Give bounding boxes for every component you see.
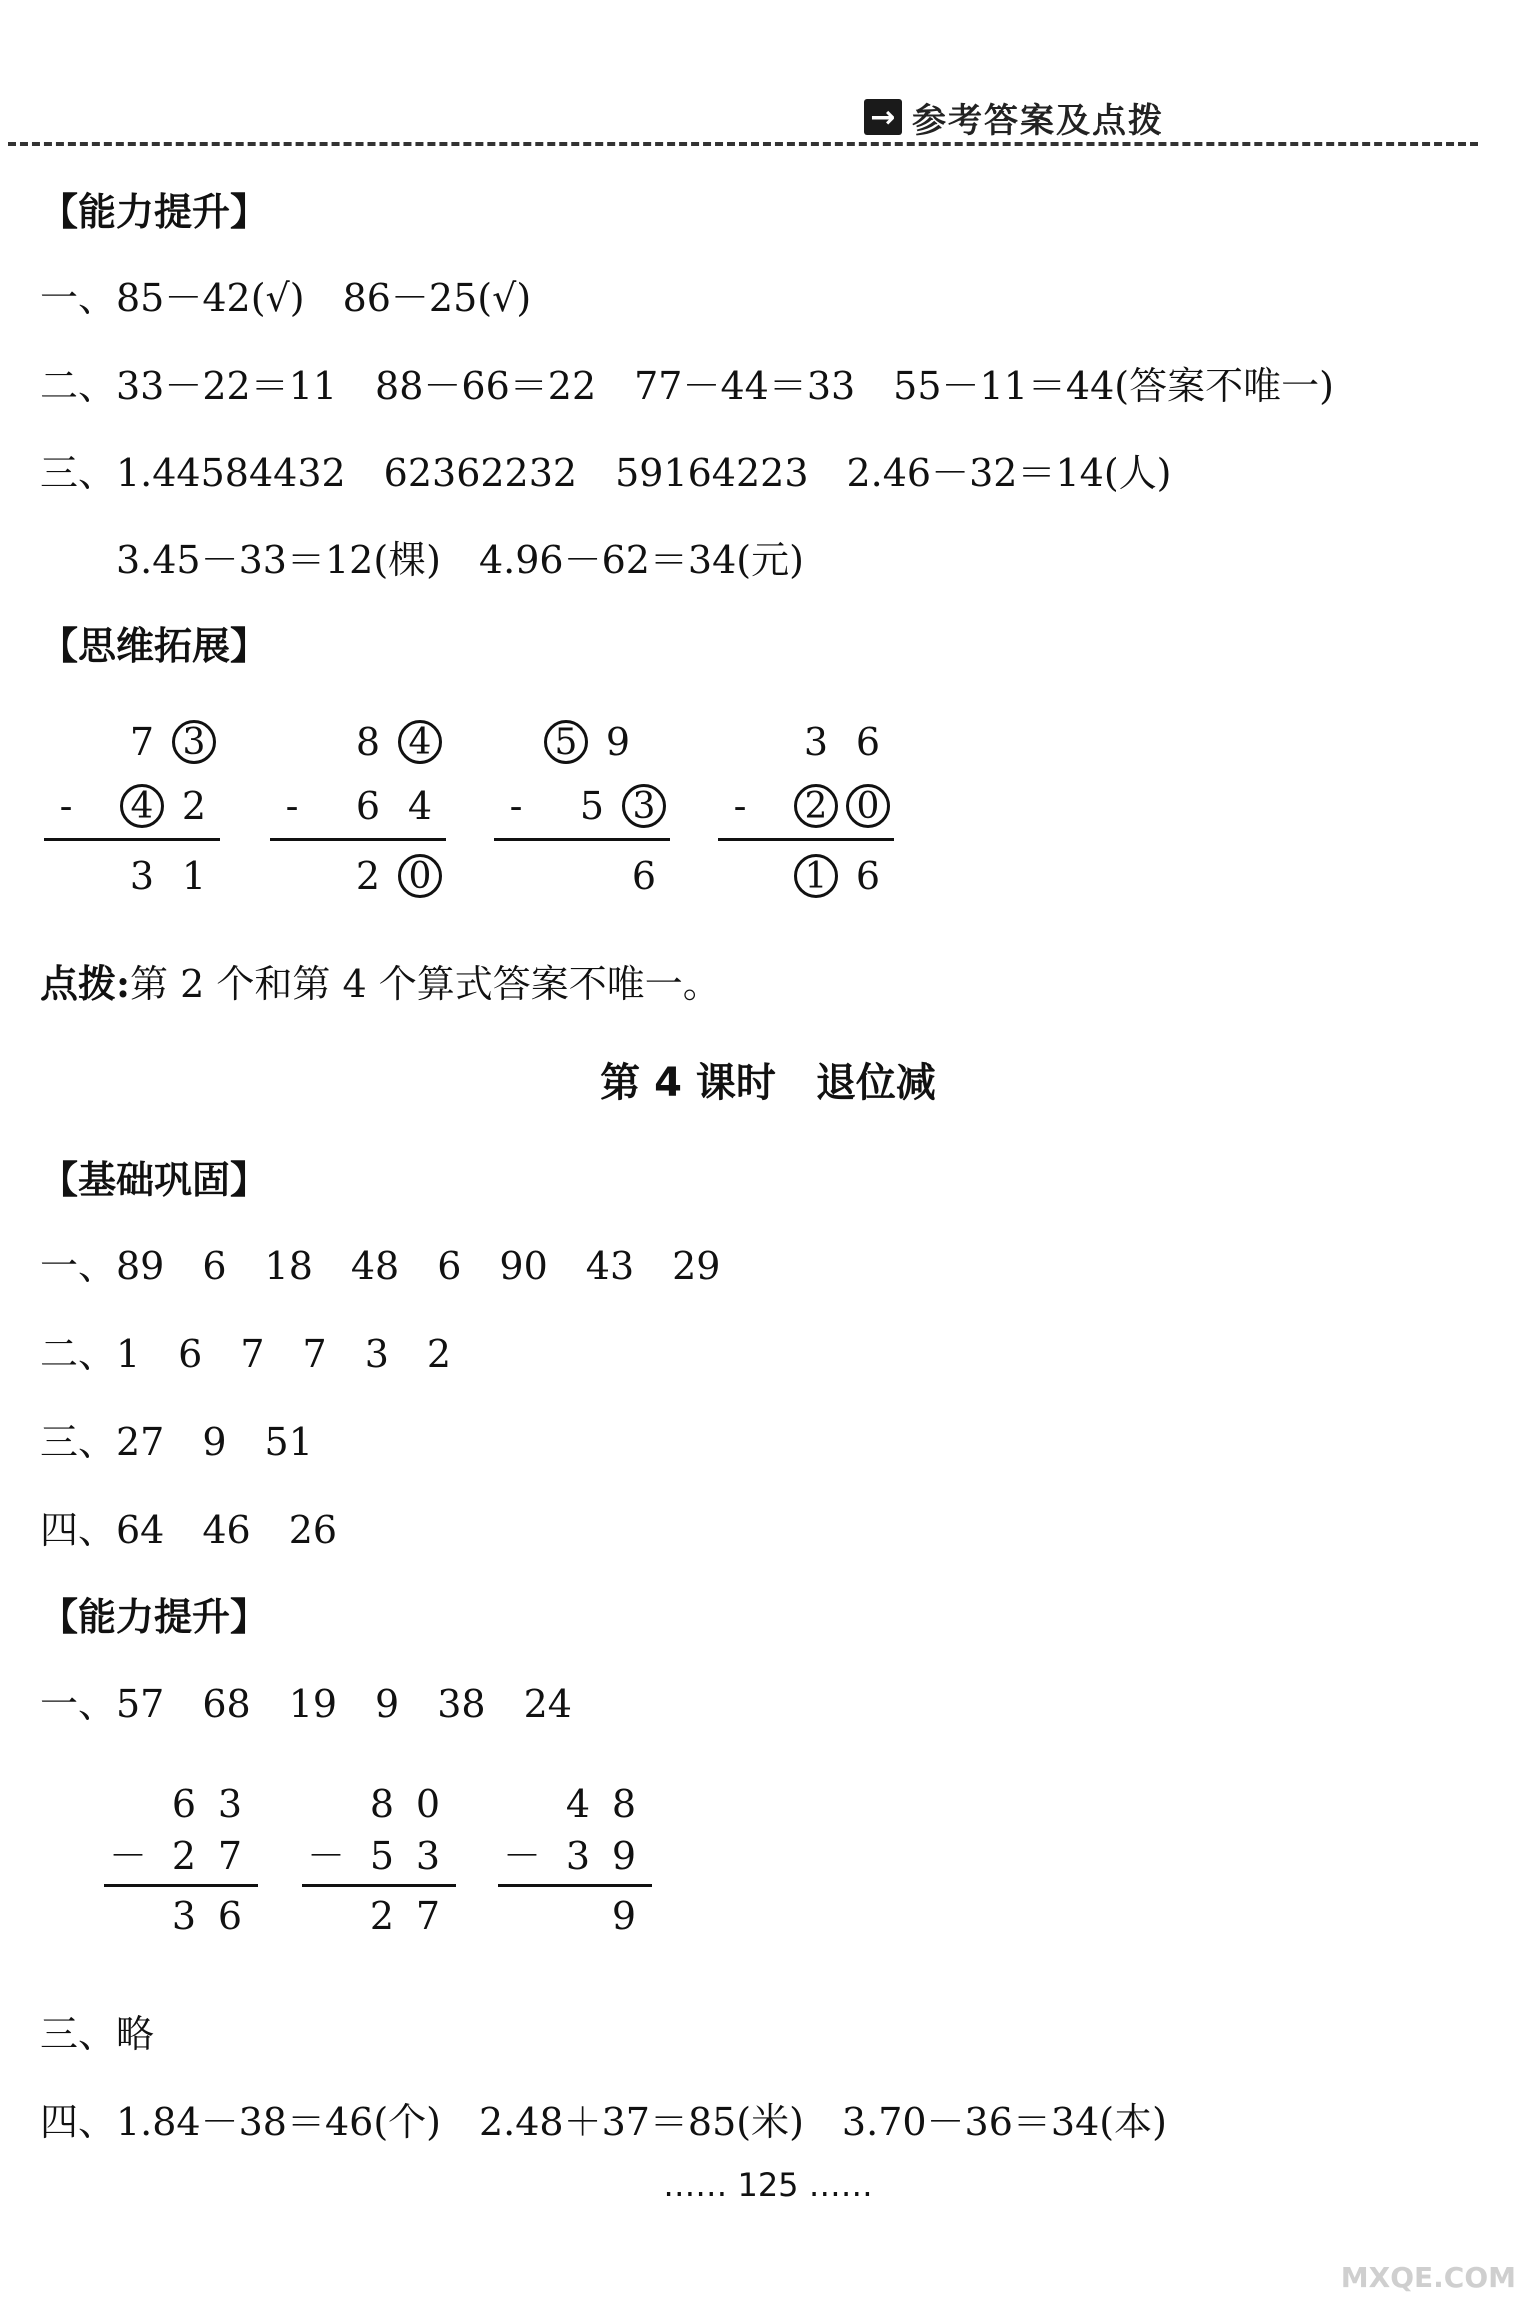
answer-line: 二、33－22＝11 88－66＝22 77－44＝33 55－11＝44(答案不唯一) xyxy=(40,364,1334,408)
circled-digit: 3 xyxy=(622,784,666,828)
page-number: …… 125 …… xyxy=(663,2166,873,2204)
watermark: MXQE.COM xyxy=(1340,2261,1516,2294)
header-badge xyxy=(864,94,1164,140)
digit: 9 xyxy=(605,720,631,764)
digit: 3 xyxy=(415,1834,441,1878)
minus-sign: - xyxy=(733,784,747,828)
lesson-title: 第 4 课时 退位减 xyxy=(600,1060,936,1106)
digit: 2 xyxy=(369,1894,395,1938)
digit xyxy=(570,854,614,898)
digit: 6 xyxy=(631,854,657,898)
minus-sign: － xyxy=(502,1834,541,1878)
section-heading-thinking: 【思维拓展】 xyxy=(40,624,269,668)
vertical-subtraction xyxy=(302,1782,462,1942)
digit: 2 xyxy=(181,784,207,828)
answer-line: 四、1.84－38＝46(个) 2.48＋37＝85(米) 3.70－36＝34(本) xyxy=(40,2100,1167,2144)
digit: 7 xyxy=(129,720,155,764)
circled-digit: 4 xyxy=(398,720,442,764)
header-title: 参考答案及点拨 xyxy=(912,100,1164,141)
minus-sign: - xyxy=(285,784,299,828)
digit: 9 xyxy=(611,1834,637,1878)
answer-line: 一、89 6 18 48 6 90 43 29 xyxy=(40,1244,721,1288)
calc-line xyxy=(104,1884,258,1887)
answer-line: 二、1 6 7 7 3 2 xyxy=(40,1332,452,1376)
digit: 2 xyxy=(171,1834,197,1878)
arrow-right-icon: → xyxy=(864,99,902,135)
digit: 5 xyxy=(369,1834,395,1878)
digit: 8 xyxy=(369,1782,395,1826)
section-heading-ability: 【能力提升】 xyxy=(40,190,269,234)
vertical-subtraction xyxy=(270,720,450,898)
digit xyxy=(556,1894,600,1938)
minus-sign: - xyxy=(59,784,73,828)
calc-line xyxy=(494,838,670,841)
digit: 1 xyxy=(181,854,207,898)
digit: 9 xyxy=(611,1894,637,1938)
vertical-subtraction xyxy=(494,720,674,898)
header-divider xyxy=(8,142,1478,146)
digit: 4 xyxy=(407,784,433,828)
vertical-subtraction xyxy=(104,1782,264,1942)
digit: 4 xyxy=(565,1782,591,1826)
answer-line: 一、85－42(√) 86－25(√) xyxy=(40,276,532,320)
answer-line: 一、57 68 19 9 38 24 xyxy=(40,1682,572,1726)
digit: 6 xyxy=(171,1782,197,1826)
digit: 6 xyxy=(217,1894,243,1938)
digit: 3 xyxy=(803,720,829,764)
digit: 0 xyxy=(415,1782,441,1826)
vertical-subtraction xyxy=(498,1782,658,1942)
section-heading-basics: 【基础巩固】 xyxy=(40,1158,269,1202)
minus-sign: － xyxy=(306,1834,345,1878)
answer-line: 四、64 46 26 xyxy=(40,1508,338,1552)
circled-digit: 1 xyxy=(794,854,838,898)
digit: 5 xyxy=(579,784,605,828)
vertical-subtraction xyxy=(44,720,224,898)
digit: 7 xyxy=(217,1834,243,1878)
circled-digit: 3 xyxy=(172,720,216,764)
answer-line: 三、略 xyxy=(40,2012,155,2056)
circled-digit: 0 xyxy=(398,854,442,898)
digit: 2 xyxy=(355,854,381,898)
digit: 3 xyxy=(217,1782,243,1826)
calc-line xyxy=(270,838,446,841)
hint-line xyxy=(40,960,721,1008)
calc-line xyxy=(498,1884,652,1887)
circled-digit: 0 xyxy=(846,784,890,828)
hint-text: 第 2 个和第 4 个算式答案不唯一。 xyxy=(130,962,721,1006)
digit: 3 xyxy=(171,1894,197,1938)
digit: 8 xyxy=(611,1782,637,1826)
answer-line: 三、1.44584432 62362232 59164223 2.46－32＝14(人) xyxy=(40,451,1172,495)
calc-line xyxy=(718,838,894,841)
section-heading-ability: 【能力提升】 xyxy=(40,1595,269,1639)
minus-sign: - xyxy=(509,784,523,828)
digit: 8 xyxy=(355,720,381,764)
vertical-subtraction xyxy=(718,720,898,898)
circled-digit: 4 xyxy=(120,784,164,828)
minus-sign: － xyxy=(108,1834,147,1878)
digit: 6 xyxy=(355,784,381,828)
answer-line: 3.45－33＝12(棵) 4.96－62＝34(元) xyxy=(40,538,804,582)
circled-digit: 2 xyxy=(794,784,838,828)
calc-line xyxy=(44,838,220,841)
calc-line xyxy=(302,1884,456,1887)
digit: 6 xyxy=(855,720,881,764)
answer-line: 三、27 9 51 xyxy=(40,1420,313,1464)
digit: 7 xyxy=(415,1894,441,1938)
digit: 3 xyxy=(129,854,155,898)
hint-label: 点拨: xyxy=(40,961,131,1006)
circled-digit: 5 xyxy=(544,720,588,764)
digit: 6 xyxy=(855,854,881,898)
digit: 3 xyxy=(565,1834,591,1878)
